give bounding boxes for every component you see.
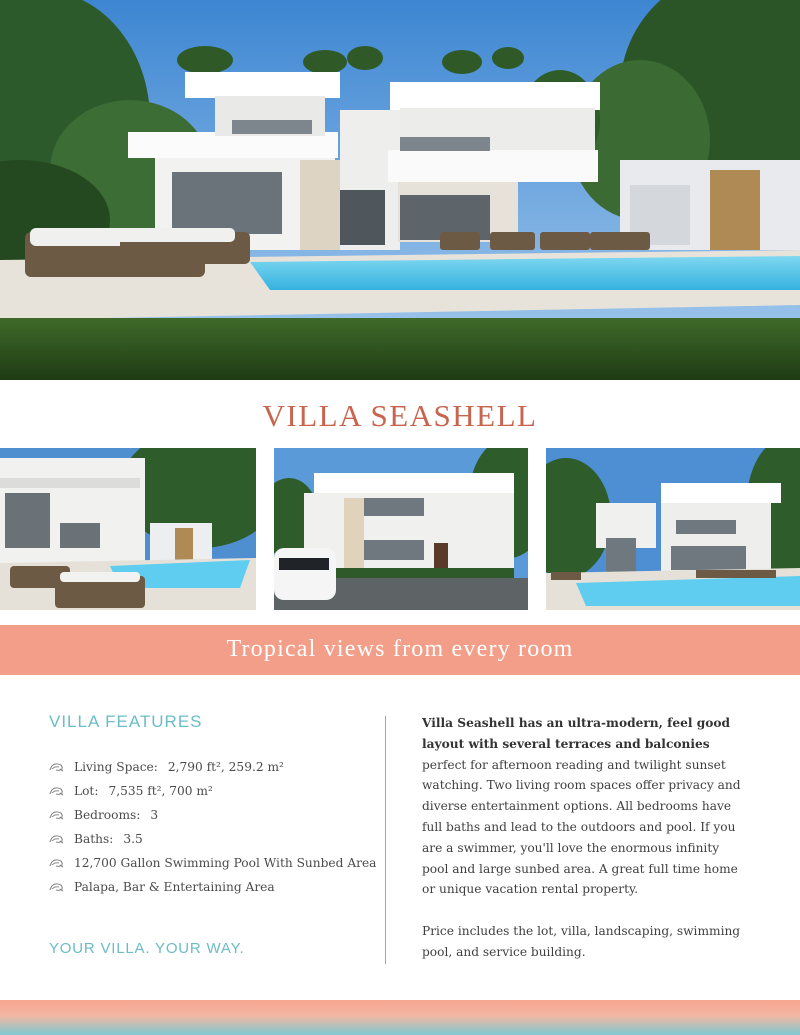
description-paragraph-1-text: perfect for afternoon reading and twilight sunset watching. Two living room spaces offer privacy and diverse entertainment options. All bedrooms have full baths and lead to the outdoors and pool. If you are a swimmer, you'll love the enormous infinity pool and large sunbed area. A great full time home or unique vacation rental property. xyxy=(422,757,741,897)
column-divider xyxy=(385,716,386,964)
shell-bullet-icon xyxy=(49,882,64,892)
feature-item xyxy=(49,779,379,803)
feature-label: Lot: xyxy=(74,784,99,798)
shell-bullet-icon xyxy=(49,858,64,868)
feature-value: Palapa, Bar & Entertaining Area xyxy=(74,880,275,894)
feature-value: 7,535 ft², 700 m² xyxy=(108,784,213,798)
feature-item xyxy=(49,827,379,851)
features-heading: VILLA FEATURES xyxy=(49,712,203,731)
feature-item xyxy=(49,803,379,827)
feature-item xyxy=(49,755,379,779)
feature-value: 2,790 ft², 259.2 m² xyxy=(167,760,284,774)
shell-bullet-icon xyxy=(49,786,64,796)
shell-bullet-icon xyxy=(49,762,64,772)
feature-label: Living Space: xyxy=(74,760,158,774)
feature-label: Baths: xyxy=(74,832,114,846)
feature-item xyxy=(49,875,379,899)
description-paragraph-2: Price includes the lot, villa, landscaping, swimming pool, and service building. xyxy=(422,923,741,959)
hero-image xyxy=(0,0,800,380)
footer-gradient-bar xyxy=(0,1000,800,1035)
gallery-photo-1 xyxy=(0,448,256,610)
feature-item xyxy=(49,851,379,875)
feature-value: 3.5 xyxy=(123,832,143,846)
gallery-photo-2 xyxy=(274,448,528,610)
tagline-text: Tropical views from every room xyxy=(226,636,574,662)
feature-label: Bedrooms: xyxy=(74,808,141,822)
description xyxy=(422,713,742,963)
feature-list xyxy=(49,755,379,899)
shell-bullet-icon xyxy=(49,810,64,820)
description-bold-lead: Villa Seashell has an ultra-modern, feel good layout with several terraces and balconies xyxy=(422,716,731,751)
description-paragraph-1 xyxy=(422,713,742,900)
feature-value: 12,700 Gallon Swimming Pool With Sunbed Area xyxy=(74,856,377,870)
feature-value: 3 xyxy=(150,808,159,822)
shell-bullet-icon xyxy=(49,834,64,844)
gallery-photo-3 xyxy=(546,448,800,610)
slogan: YOUR VILLA. YOUR WAY. xyxy=(49,940,245,957)
page-title: VILLA SEASHELL xyxy=(262,398,538,433)
